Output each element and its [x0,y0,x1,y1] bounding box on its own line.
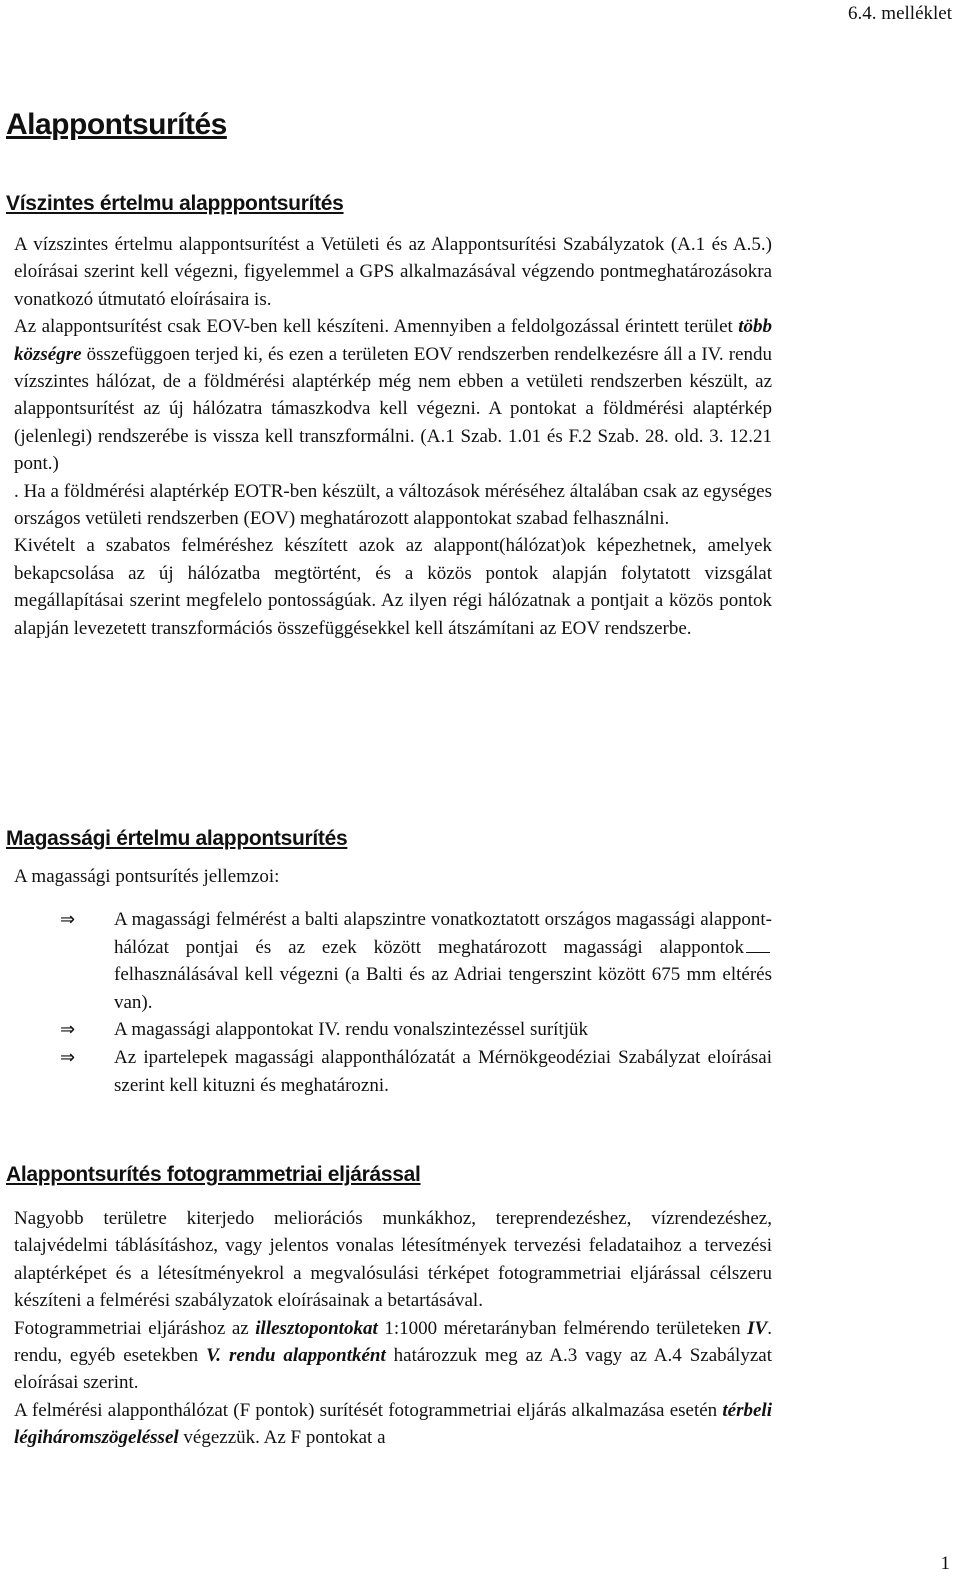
section-body-photogrammetry [14,1205,772,1452]
text-run: Az alappontsurítést csak EOV-ben kell készíteni. Amennyiben a feldolgozással érintett terület [14,316,739,338]
double-arrow-icon: ⇒ [60,1019,76,1041]
section-body-horizontal [14,231,772,642]
double-arrow-icon: ⇒ [60,1046,76,1068]
emphasis: több községre [14,316,772,365]
list-item [60,1044,772,1099]
text-run: Az ipartelepek magassági alapponthálózatát a Mérnökgeodéziai Szabályzat eloírásai szerint kell kituzni és meghatározni. [114,1046,772,1096]
paragraph: . Ha a földmérési alaptérkép EOTR-ben készült, a változások méréséhez általában csak az egységes országos vetületi rendszerben (EOV) meghatározott alappontokat szabad felhasználni. [14,480,772,530]
text-run: . rendu, egyéb esetekben [14,1317,772,1367]
list-item [60,906,772,1016]
text-run: 1:1000 méretarányban felmérendo területeken [377,1317,748,1339]
paragraph: Kivételt a szabatos felméréshez készített azok az alappont(hálózat)ok képezhetnek, amelyek bekapcsolása az új hálózatba megtörtént, és a közös pontok alapján folytatott vizsgálat megállapításai szerint megfelelo pontosságúak. Az ilyen régi hálózatnak a pontjait a közös pontok alapján levezetett transzformációs összefüggésekkel kell átszámítani az EOV rendszerbe. [14,535,772,639]
text-run: A magassági alappontokat IV. rendu vonalszintezéssel surítjük [114,1019,589,1041]
page-title: Alappontsurítés [6,108,227,141]
underline-gap [746,938,770,953]
list-item [60,1016,772,1044]
emphasis: illesztopontokat [255,1317,378,1339]
double-arrow-icon: ⇒ [60,909,76,930]
section-intro: A magassági pontsurítés jellemzoi: [14,866,280,887]
emphasis: térbeli légiháromszögeléssel [14,1399,772,1449]
bullet-list [60,906,772,1099]
annex-label: 6.4. melléklet [848,3,952,24]
section-heading-vertical: Magassági értelmu alappontsurítés [6,827,348,850]
text-run: felhasználásával kell végezni (a Balti és az Adriai tengerszint között 675 mm eltérés van). [114,964,772,1013]
text-run: összefüggoen terjed ki, és ezen a területen EOV rendszerben rendelkezésre áll a IV. rendu vízszintes hálózat, de a földmérési alaptérkép még nem ebben a vetületi rendszerben készült, az alappontsurítést az új hálózatra támaszkodva kell végezni. A pontokat a földmérési alaptérkép (jelenlegi) rendszerébe is vissza kell transzformálni. (A.1 Szab. 1.01 és F.2 Szab. 28. old. 3. 12.21 pont.) [14,343,772,475]
text-run: A felmérési alapponthálózat (F pontok) surítését fotogrammetriai eljárás alkalmazása esetén [14,1399,723,1421]
paragraph: Nagyobb területre kiterjedo meliorációs munkákhoz, tereprendezéshez, vízrendezéshez, talajvédelmi táblásításhoz, vagy jelentos vonalas létesítmények tervezési feladataihoz a tervezési alaptérképet és a létesítményekrol a megvalósulási térképet fotogrammetriai eljárással célszeru készíteni a felmérési szabályzatok eloírásainak a betartásával. [14,1208,772,1312]
emphasis: V. rendu alappontként [206,1345,386,1367]
section-heading-horizontal: Víszintes értelmu alapppontsurítés [6,192,344,215]
text-run: végezzük. Az F pontokat a [178,1427,386,1449]
emphasis: IV [747,1317,768,1339]
section-heading-photogrammetry: Alappontsurítés fotogrammetriai eljárással [6,1163,421,1186]
paragraph [14,1397,772,1452]
text-run: A magassági felmérést a balti alapszintre vonatkoztatott országos magassági alappont-hálózat pontjai és az ezek között meghatározott magassági alappontok [114,909,772,958]
paragraph [14,313,772,477]
text-run: határozzuk meg az A.3 vagy az A.4 Szabályzat eloírásai szerint. [14,1345,772,1394]
text-run: Fotogrammetriai eljáráshoz az [14,1317,256,1339]
paragraph: A vízszintes értelmu alappontsurítést a Vetületi és az Alappontsurítési Szabályzatok (A.1 és A.5.) eloírásai szerint kell végezni, figyelemmel a GPS alkalmazásával végzendo pontmeghatározásokra vonatkozó útmutató eloírásaira is. [14,234,772,310]
paragraph [14,1315,772,1397]
page-number: 1 [940,1553,950,1574]
